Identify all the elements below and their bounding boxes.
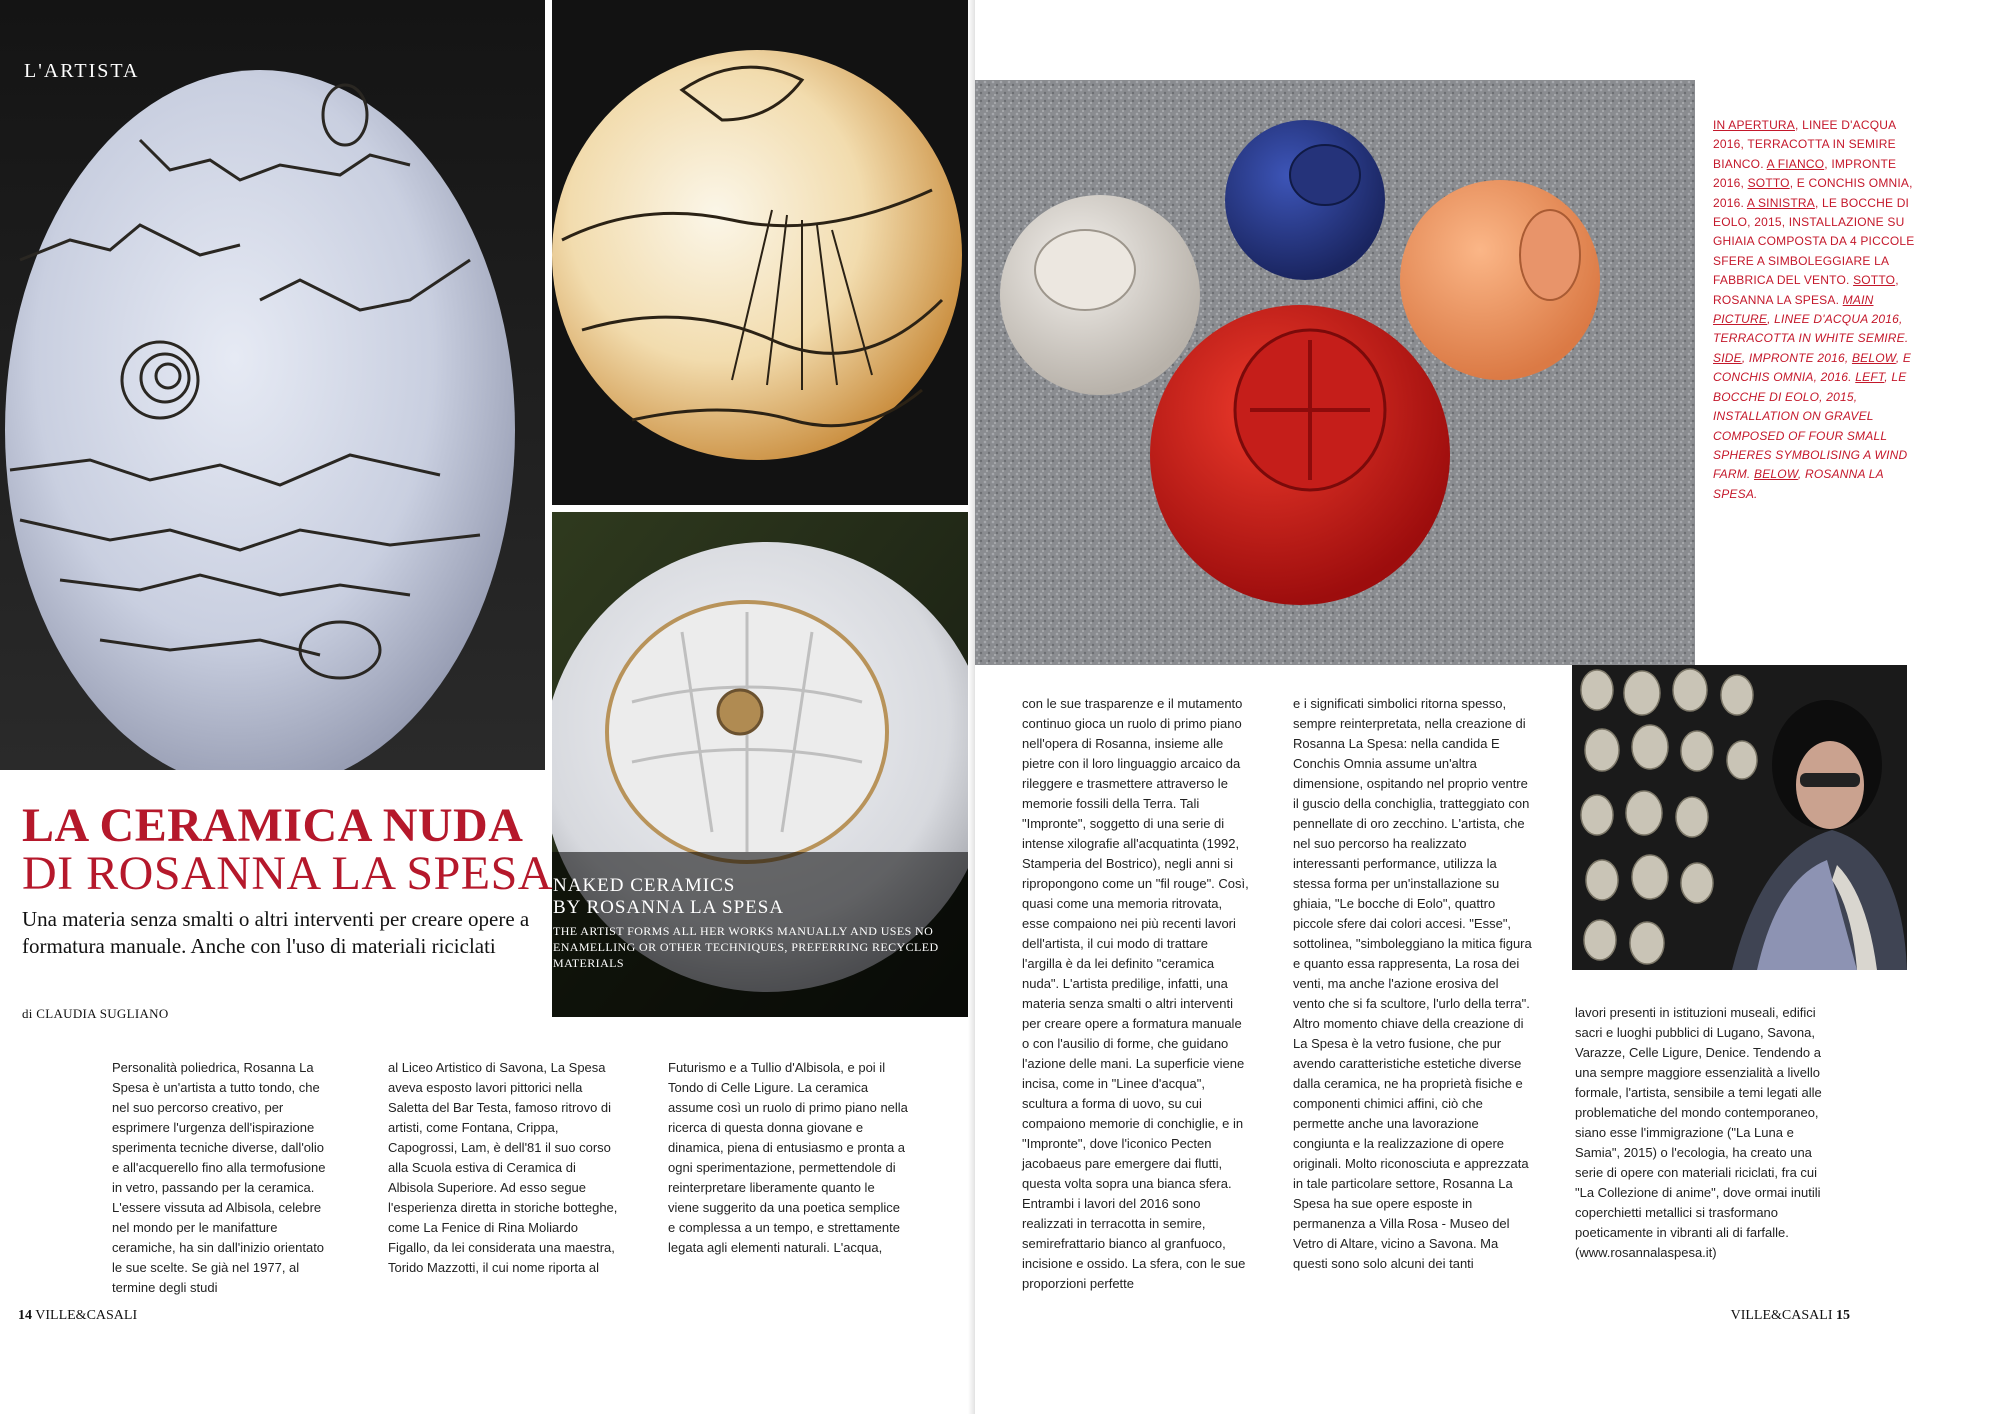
body-text: Personalità poliedrica, Rosanna La Spesa è un'artista a tutto tondo, che nel suo percorso creativo, per esprimere l'urgenza dell'ispirazione sperimenta tecniche diverse, dall'olio e all'acquerello fino alla termofusione in vetro, passando per la ceramica. L'essere vissuta ad Albisola, celebre nel mondo per le manifatture ceramiche, ha sin dall'inizio orientato le sue scelte. Se già nel 1977, al termine degli studi bbox=[112, 1060, 326, 1295]
caption-text: , LE BOCCHE DI EOLO, 2015, INSTALLATION ON GRAVEL COMPOSED OF FOUR SMALL SPHERES SYMBOLISING A WIND FARM. bbox=[1713, 370, 1908, 482]
page-number: 14 bbox=[18, 1308, 32, 1323]
caption-keyword: LEFT bbox=[1855, 370, 1885, 385]
body-text: al Liceo Artistico di Savona, La Spesa aveva esposto lavori pittorici nella Saletta del Bar Testa, famoso ritrovo di artisti, come Fontana, Crippa, Capogrossi, Lam, è dell'81 il suo corso alla Scuola estiva di Ceramica di Albisola Superiore. Ad esso segue l'esperienza diretta in storiche botteghe, come La Fenice di Rina Moliardo Figallo, da lei considerata una maestra, Torido Mazzotti, il cui nome riporta al bbox=[388, 1060, 618, 1275]
body-text: con le sue trasparenze e il mutamento continuo gioca un ruolo di primo piano nell'opera di Rosanna, insieme alle pietre con il loro linguaggio arcaico da rileggere e trasmettere attraverso le memorie fossili della Terra. Tali "Impronte", soggetto di una serie di intense xilografie all'acquatinta (1992, Stamperia del Bostrico), negli anni si ripropongono come un "fil rouge". Così, quasi come una memoria ritrovata, esse compaiono nei più recenti lavori dell'artista, il cui modo di trattare l'argilla è da lei definito "ceramica nuda". L'artista predilige, infatti, una materia senza smalti o altri interventi per creare opere a formatura manuale o con l'ausilio di forme, che guidano l'azione delle mani. La superficie viene incisa, come in "Linee d'acqua", scultura a forma di uovo, su cui compaiono memorie di conchiglie, e in "Impronte", dove l'iconico Pecten jacobaeus pare emergere dai flutti, questa volta sopra una bianca sfera. Entrambi i lavori del 2016 sono realizzati in terracotta in semire, semirefrattario bianco al granfuoco, incisione e ossido. La sfera, con le sue proporzioni perfette bbox=[1022, 696, 1249, 1291]
section-tag: L'ARTISTA bbox=[24, 60, 140, 82]
left-page bbox=[0, 0, 975, 1414]
caption-keyword: A FIANCO bbox=[1766, 156, 1825, 171]
egg-sculpture-photo bbox=[0, 0, 545, 770]
bocche-di-eolo-photo bbox=[975, 80, 1695, 665]
caption-text: , LINEE D'ACQUA 2016, TERRACOTTA IN SEMIRE BIANCO. bbox=[1713, 118, 1896, 171]
body-column-1 bbox=[112, 1058, 328, 1298]
caption-keyword: SOTTO bbox=[1853, 273, 1896, 288]
magazine-name: VILLE&CASALI bbox=[1730, 1308, 1833, 1323]
magazine-name: VILLE&CASALI bbox=[35, 1308, 138, 1323]
caption-keyword: SOTTO bbox=[1747, 176, 1790, 191]
caption-text: , IMPRONTE 2016, bbox=[1713, 156, 1897, 191]
impronte-sphere-photo bbox=[552, 0, 972, 505]
body-column-4 bbox=[1022, 694, 1250, 1294]
body-column-3 bbox=[668, 1058, 908, 1258]
caption-text: , LINEE D'ACQUA 2016, TERRACOTTA IN WHITE SEMIRE. bbox=[1713, 312, 1909, 346]
headline-line-1: LA CERAMICA NUDA bbox=[22, 799, 524, 852]
english-summary-text: THE ARTIST FORMS ALL HER WORKS MANUALLY AND USES NO ENAMELLING OR OTHER TECHNIQUES, PREFERRING RECYCLED MATERIALS bbox=[553, 924, 939, 970]
caption-keyword: A SINISTRA bbox=[1746, 195, 1815, 210]
body-column-5 bbox=[1293, 694, 1533, 1274]
folio-left bbox=[18, 1308, 137, 1324]
right-page bbox=[975, 0, 2000, 1414]
body-column-2 bbox=[388, 1058, 618, 1278]
english-title-line-1: NAKED CERAMICS bbox=[553, 875, 736, 896]
byline: di CLAUDIA SUGLIANO bbox=[22, 1006, 169, 1021]
body-text: Futurismo e a Tullio d'Albisola, e poi il Tondo di Celle Ligure. La ceramica assume così un ruolo di primo piano nella ricerca di questa donna giovane e dinamica, piena di entusiasmo e pronta a ogni sperimentazione, permettendole di reinterpretare liberamente quanto le viene suggerito da una poetica semplice e complessa a un tempo, e strettamente legata agli elementi naturali. L'acqua, bbox=[668, 1060, 908, 1255]
folio-right bbox=[1731, 1308, 1850, 1324]
caption-text: , ROSANNA LA SPESA. bbox=[1713, 273, 1899, 307]
caption-text: , IMPRONTE 2016, bbox=[1741, 350, 1849, 365]
body-column-6 bbox=[1575, 1003, 1825, 1263]
caption-text: , LE BOCCHE DI EOLO, 2015, INSTALLAZIONE SU GHIAIA COMPOSTA DA 4 PICCOLE SFERE A SIMBOLEGGIARE LA FABBRICA DEL VENTO. bbox=[1713, 195, 1915, 288]
caption-keyword: BELOW bbox=[1851, 350, 1896, 365]
english-title-line-2: BY ROSANNA LA SPESA bbox=[553, 897, 785, 918]
caption-text: , E CONCHIS OMNIA, 2016. bbox=[1713, 350, 1912, 385]
artist-portrait-photo bbox=[1572, 665, 1907, 970]
headline-line-2: DI ROSANNA LA SPESA bbox=[22, 847, 553, 900]
body-text: lavori presenti in istituzioni museali, edifici sacri e luoghi pubblici di Lugano, Savona, Varazze, Celle Ligure, Denice. Tendendo a una sempre maggiore essenzialità a livello formale, l'artista, sensibile a temi legati alle problematiche del mondo contemporaneo, siano esse l'immigrazione ("La Luna e Samia", 2015) o l'ecologia, ha creato una serie di opere con materiali riciclati, fra cui "La Collezione di anime", dove ormai inutili coperchietti metallici si trasformano poeticamente in vibranti ali di farfalle. (www.rosannalaspesa.it) bbox=[1575, 1005, 1822, 1260]
caption-keyword: MAIN PICTURE bbox=[1713, 292, 1874, 327]
body-text: e i significati simbolici ritorna spesso, sempre reinterpretata, nella creazione di Rosanna La Spesa: nella candida E Conchis Omnia assume un'altra dimensione, ospitando nel proprio ventre il guscio della conchiglia, tratteggiato con pennellate di oro zecchino. L'artista, che nel suo percorso ha realizzato interessanti performance, utilizza la stessa forma per un'installazione su ghiaia, "Le bocche di Eolo", quattro piccole sfere dai colori accesi. "Esse", sottolinea, "simboleggiano la mitica figura e quanto essa rappresenta, La rosa dei venti, ma anche l'azione erosiva del vento che si fa scultore, l'urlo della terra". Altro momento chiave della creazione di La Spesa è la vetro fusione, che pur avendo caratteristiche estetiche diverse dalla ceramica, ne ha proprietà fisiche e componenti chimici affini, ciò che permette anche una lavorazione congiunta e la realizzazione di opere originali. Molto riconosciuta e apprezzata in tale particolare settore, Rosanna La Spesa ha sue opere esposte in permanenza a Villa Rosa - Museo del Vetro di Altare, vicino a Savona. Ma questi sono solo alcuni dei tanti bbox=[1293, 696, 1532, 1271]
caption-keyword: SIDE bbox=[1713, 350, 1742, 365]
caption-keyword: IN APERTURA bbox=[1713, 118, 1795, 132]
caption-keyword: BELOW bbox=[1754, 467, 1798, 482]
subtitle: Una materia senza smalti o altri interventi per creare opere a formatura manuale. Anche con l'uso di materiali riciclati bbox=[22, 907, 530, 958]
caption-text: , ROSANNA LA SPESA. bbox=[1713, 467, 1884, 501]
caption-text: , E CONCHIS OMNIA, 2016. bbox=[1713, 176, 1913, 210]
page-number: 15 bbox=[1836, 1308, 1850, 1323]
english-summary-box bbox=[553, 875, 951, 971]
photo-captions bbox=[1713, 116, 1923, 504]
